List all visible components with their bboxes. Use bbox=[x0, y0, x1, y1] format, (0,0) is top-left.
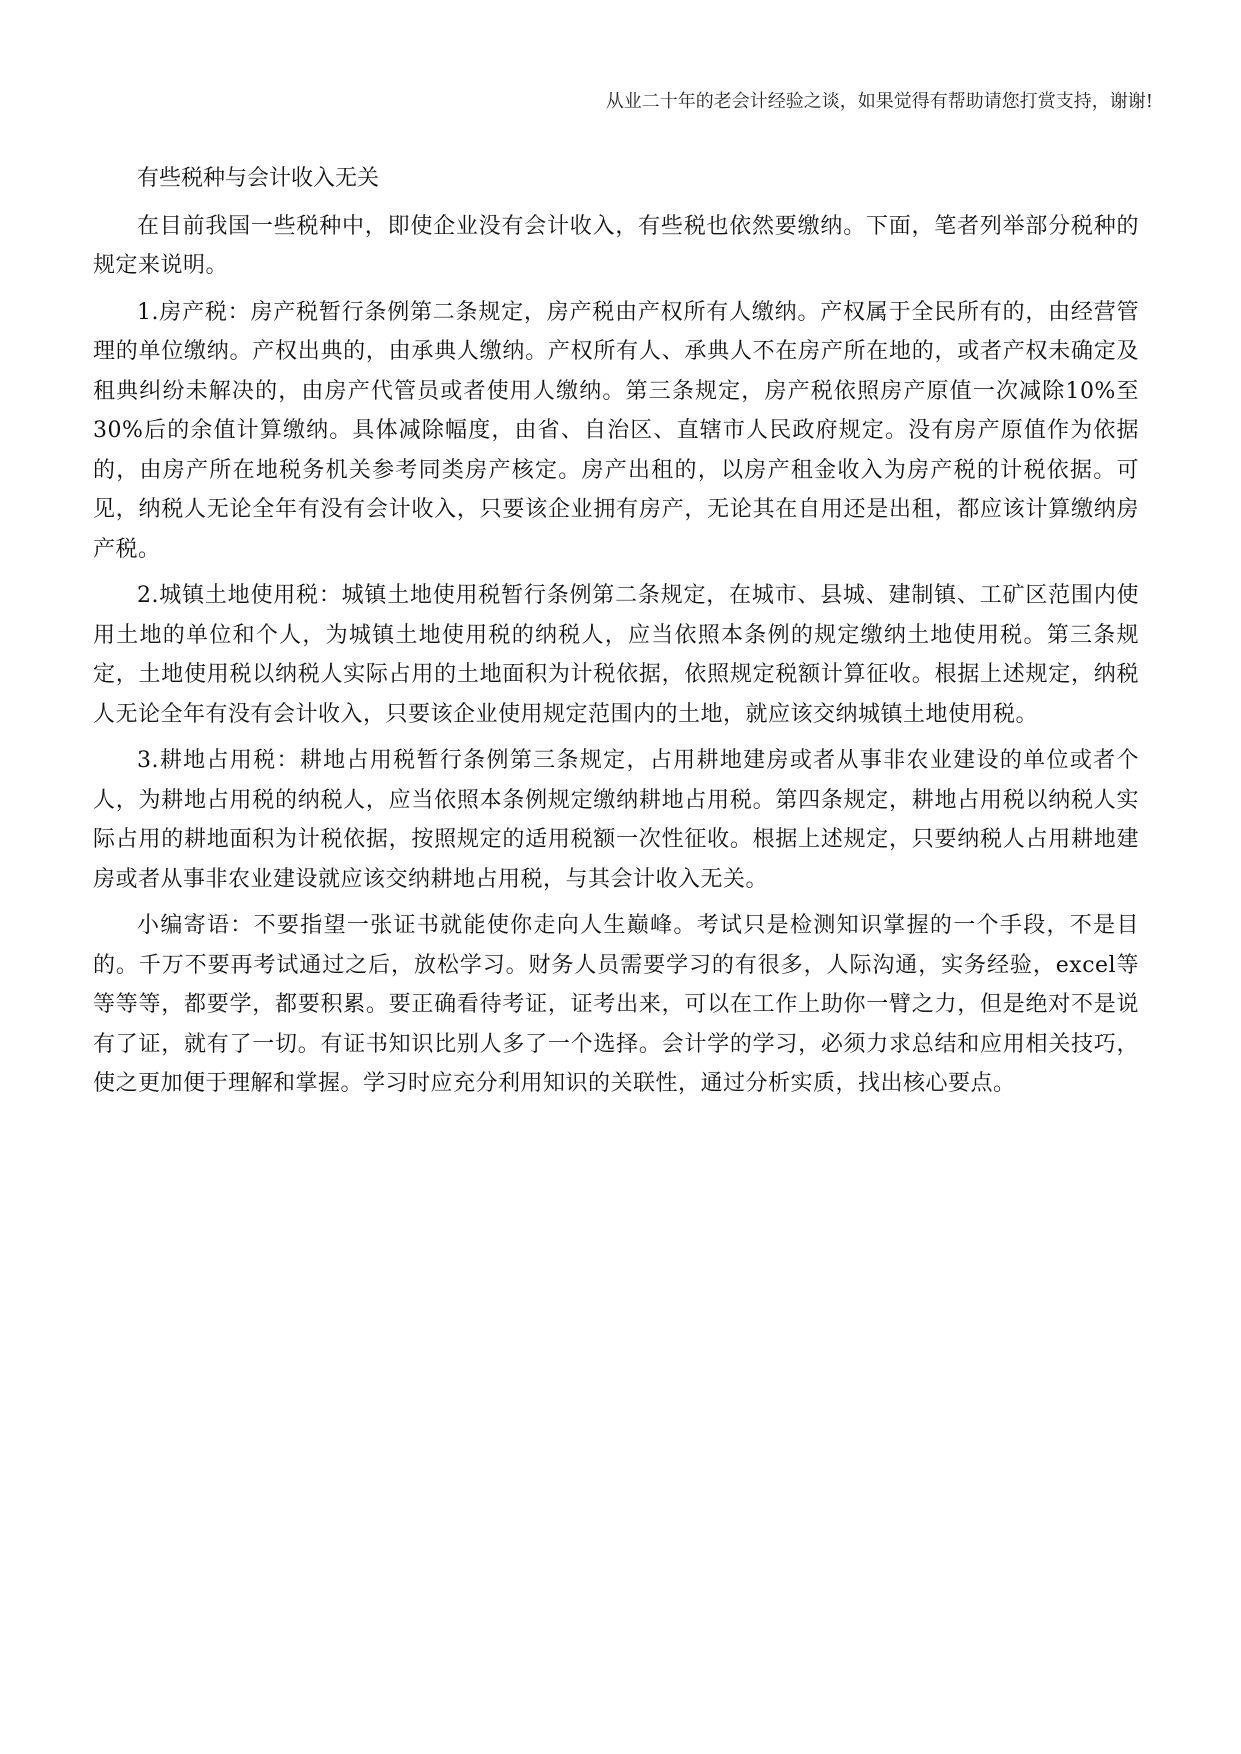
paragraph-farmland-tax: 3.耕地占用税：耕地占用税暂行条例第三条规定，占用耕地建房或者从事非农业建设的单位或者个人，为耕地占用税的纳税人，应当依照本条例规定缴纳耕地占用税。第四条规定，耕地占用税以纳税人实际占用的耕地面积为计税依据，按照规定的适用税额一次性征收。根据上述规定，只要纳税人占用耕地建房或者从事非农业建设就应该交纳耕地占用税，与其会计收入无关。 bbox=[93, 748, 1139, 892]
article-body bbox=[93, 159, 1139, 1104]
paragraph-land-use-tax: 2.城镇土地使用税：城镇土地使用税暂行条例第二条规定，在城市、县城、建制镇、工矿区范围内使用土地的单位和个人，为城镇土地使用税的纳税人，应当依照本条例的规定缴纳土地使用税。第三条规定，土地使用税以纳税人实际占用的土地面积为计税依据，依照规定税额计算征收。根据上述规定，纳税人无论全年有没有会计收入，只要该企业使用规定范围内的土地，就应该交纳城镇土地使用税。 bbox=[93, 583, 1139, 727]
article-title: 有些税种与会计收入无关 bbox=[137, 166, 380, 191]
closing-paragraph: 小编寄语：不要指望一张证书就能使你走向人生巅峰。考试只是检测知识掌握的一个手段，不是目的。千万不要再考试通过之后，放松学习。财务人员需要学习的有很多，人际沟通，实务经验，excel等等等等，都要学，都要积累。要正确看待考证，证考出来，可以在工作上助你一臂之力，但是绝对不是说有了证，就有了一切。有证书知识比别人多了一个选择。会计学的学习，必须力求总结和应用相关技巧，使之更加便于理解和掌握。学习时应充分利用知识的关联性，通过分析实质，找出核心要点。 bbox=[93, 913, 1139, 1096]
paragraph-property-tax: 1.房产税：房产税暂行条例第二条规定，房产税由产权所有人缴纳。产权属于全民所有的，由经营管理的单位缴纳。产权出典的，由承典人缴纳。产权所有人、承典人不在房产所在地的，或者产权未确定及租典纠纷未解决的，由房产代管员或者使用人缴纳。第三条规定，房产税依照房产原值一次减除10%至30%后的余值计算缴纳。具体减除幅度，由省、自治区、直辖市人民政府规定。没有房产原值作为依据的，由房产所在地税务机关参考同类房产核定。房产出租的，以房产租金收入为房产税的计税依据。可见，纳税人无论全年有没有会计收入，只要该企业拥有房产，无论其在自用还是出租，都应该计算缴纳房产税。 bbox=[93, 299, 1139, 562]
header-note: 从业二十年的老会计经验之谈，如果觉得有帮助请您打赏支持，谢谢! bbox=[605, 91, 1153, 112]
intro-paragraph: 在目前我国一些税种中，即使企业没有会计收入，有些税也依然要缴纳。下面，笔者列举部分税种的规定来说明。 bbox=[93, 213, 1139, 278]
